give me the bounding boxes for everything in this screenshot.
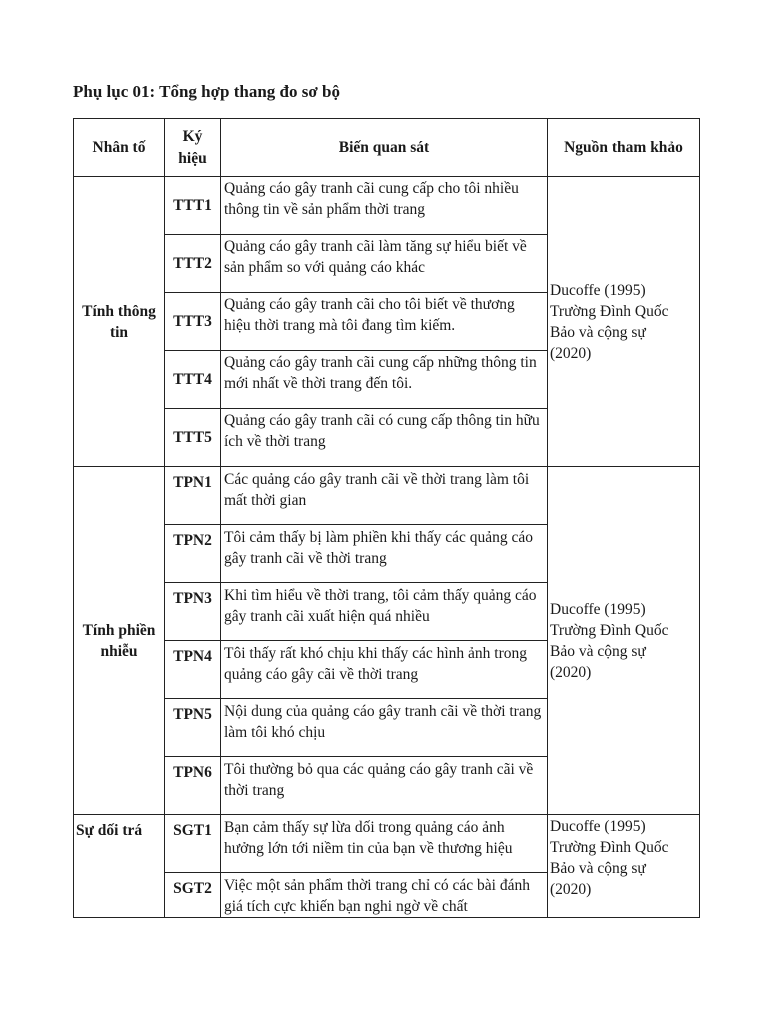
header-code [165,119,221,177]
source-line: Trường Đình Quốc [550,302,669,320]
code-cell: TTT2 [165,235,221,293]
code-cell: SGT2 [165,873,221,918]
header-code-line1: Ký [182,127,203,145]
item-cell: Nội dung của quảng cáo gây tranh cãi về thời trang làm tôi khó chịu [221,699,548,757]
factor-label: Sự dối trá [76,822,143,839]
source-line: Bảo và cộng sự [550,323,646,341]
item-cell: Việc một sản phẩm thời trang chỉ có các bài đánh giá tích cực khiến bạn nghi ngờ về chất [221,873,548,918]
code-cell: TPN3 [165,583,221,641]
factor-cell-deception [74,815,165,918]
code-cell: TPN1 [165,467,221,525]
source-line: (2020) [550,344,592,362]
item-cell: Tôi cảm thấy bị làm phiền khi thấy các quảng cáo gây tranh cãi về thời trang [221,525,548,583]
item-cell: Bạn cảm thấy sự lừa dối trong quảng cáo ảnh hưởng lớn tới niềm tin của bạn về thương hiệu [221,815,548,873]
source-line: Bảo và cộng sự [550,860,646,877]
code-cell: TPN6 [165,757,221,815]
source-line: Ducoffe (1995) [550,600,646,618]
item-cell: Quảng cáo gây tranh cãi cung cấp cho tôi nhiều thông tin về sản phẩm thời trang [221,177,548,235]
header-factor: Nhân tố [74,119,165,177]
source-cell [548,815,700,918]
item-cell: Quảng cáo gây tranh cãi làm tăng sự hiểu biết về sản phẩm so với quảng cáo khác [221,235,548,293]
source-cell [548,467,700,815]
code-cell: TTT1 [165,177,221,235]
code-cell: TTT5 [165,409,221,467]
source-line: Trường Đình Quốc [550,839,669,856]
factor-label: nhiễu [100,642,138,660]
code-cell: TTT4 [165,351,221,409]
item-cell: Khi tìm hiểu về thời trang, tôi cảm thấy quảng cáo gây tranh cãi xuất hiện quá nhiều [221,583,548,641]
factor-cell-informativeness [74,177,165,467]
code-cell: TPN2 [165,525,221,583]
page-title: Phụ lục 01: Tổng hợp thang đo sơ bộ [73,82,340,101]
code-cell: TTT3 [165,293,221,351]
factor-label: tin [109,323,129,341]
source-line: (2020) [550,663,592,681]
source-line: Ducoffe (1995) [550,818,646,835]
table-header-row [74,119,700,177]
source-line: Bảo và cộng sự [550,642,646,660]
item-cell: Quảng cáo gây tranh cãi cho tôi biết về thương hiệu thời trang mà tôi đang tìm kiếm. [221,293,548,351]
table-row [74,815,700,873]
factor-cell-irritation [74,467,165,815]
table-row [74,177,700,235]
code-cell: SGT1 [165,815,221,873]
item-cell: Tôi thường bỏ qua các quảng cáo gây tranh cãi về thời trang [221,757,548,815]
factor-label: Tính phiền [82,621,156,639]
header-source: Nguồn tham khảo [548,119,700,177]
item-cell: Quảng cáo gây tranh cãi có cung cấp thông tin hữu ích về thời trang [221,409,548,467]
scale-table [73,118,700,918]
code-cell: TPN4 [165,641,221,699]
source-line: (2020) [550,881,592,898]
source-cell [548,177,700,467]
source-line: Trường Đình Quốc [550,621,669,639]
table-row [74,467,700,525]
source-line: Ducoffe (1995) [550,281,646,299]
item-cell: Tôi thấy rất khó chịu khi thấy các hình ảnh trong quảng cáo gây cãi về thời trang [221,641,548,699]
code-cell: TPN5 [165,699,221,757]
header-code-line2: hiệu [178,149,207,167]
header-item: Biến quan sát [221,119,548,177]
item-cell: Quảng cáo gây tranh cãi cung cấp những thông tin mới nhất về thời trang đến tôi. [221,351,548,409]
item-cell: Các quảng cáo gây tranh cãi về thời trang làm tôi mất thời gian [221,467,548,525]
factor-label: Tính thông [82,302,156,320]
